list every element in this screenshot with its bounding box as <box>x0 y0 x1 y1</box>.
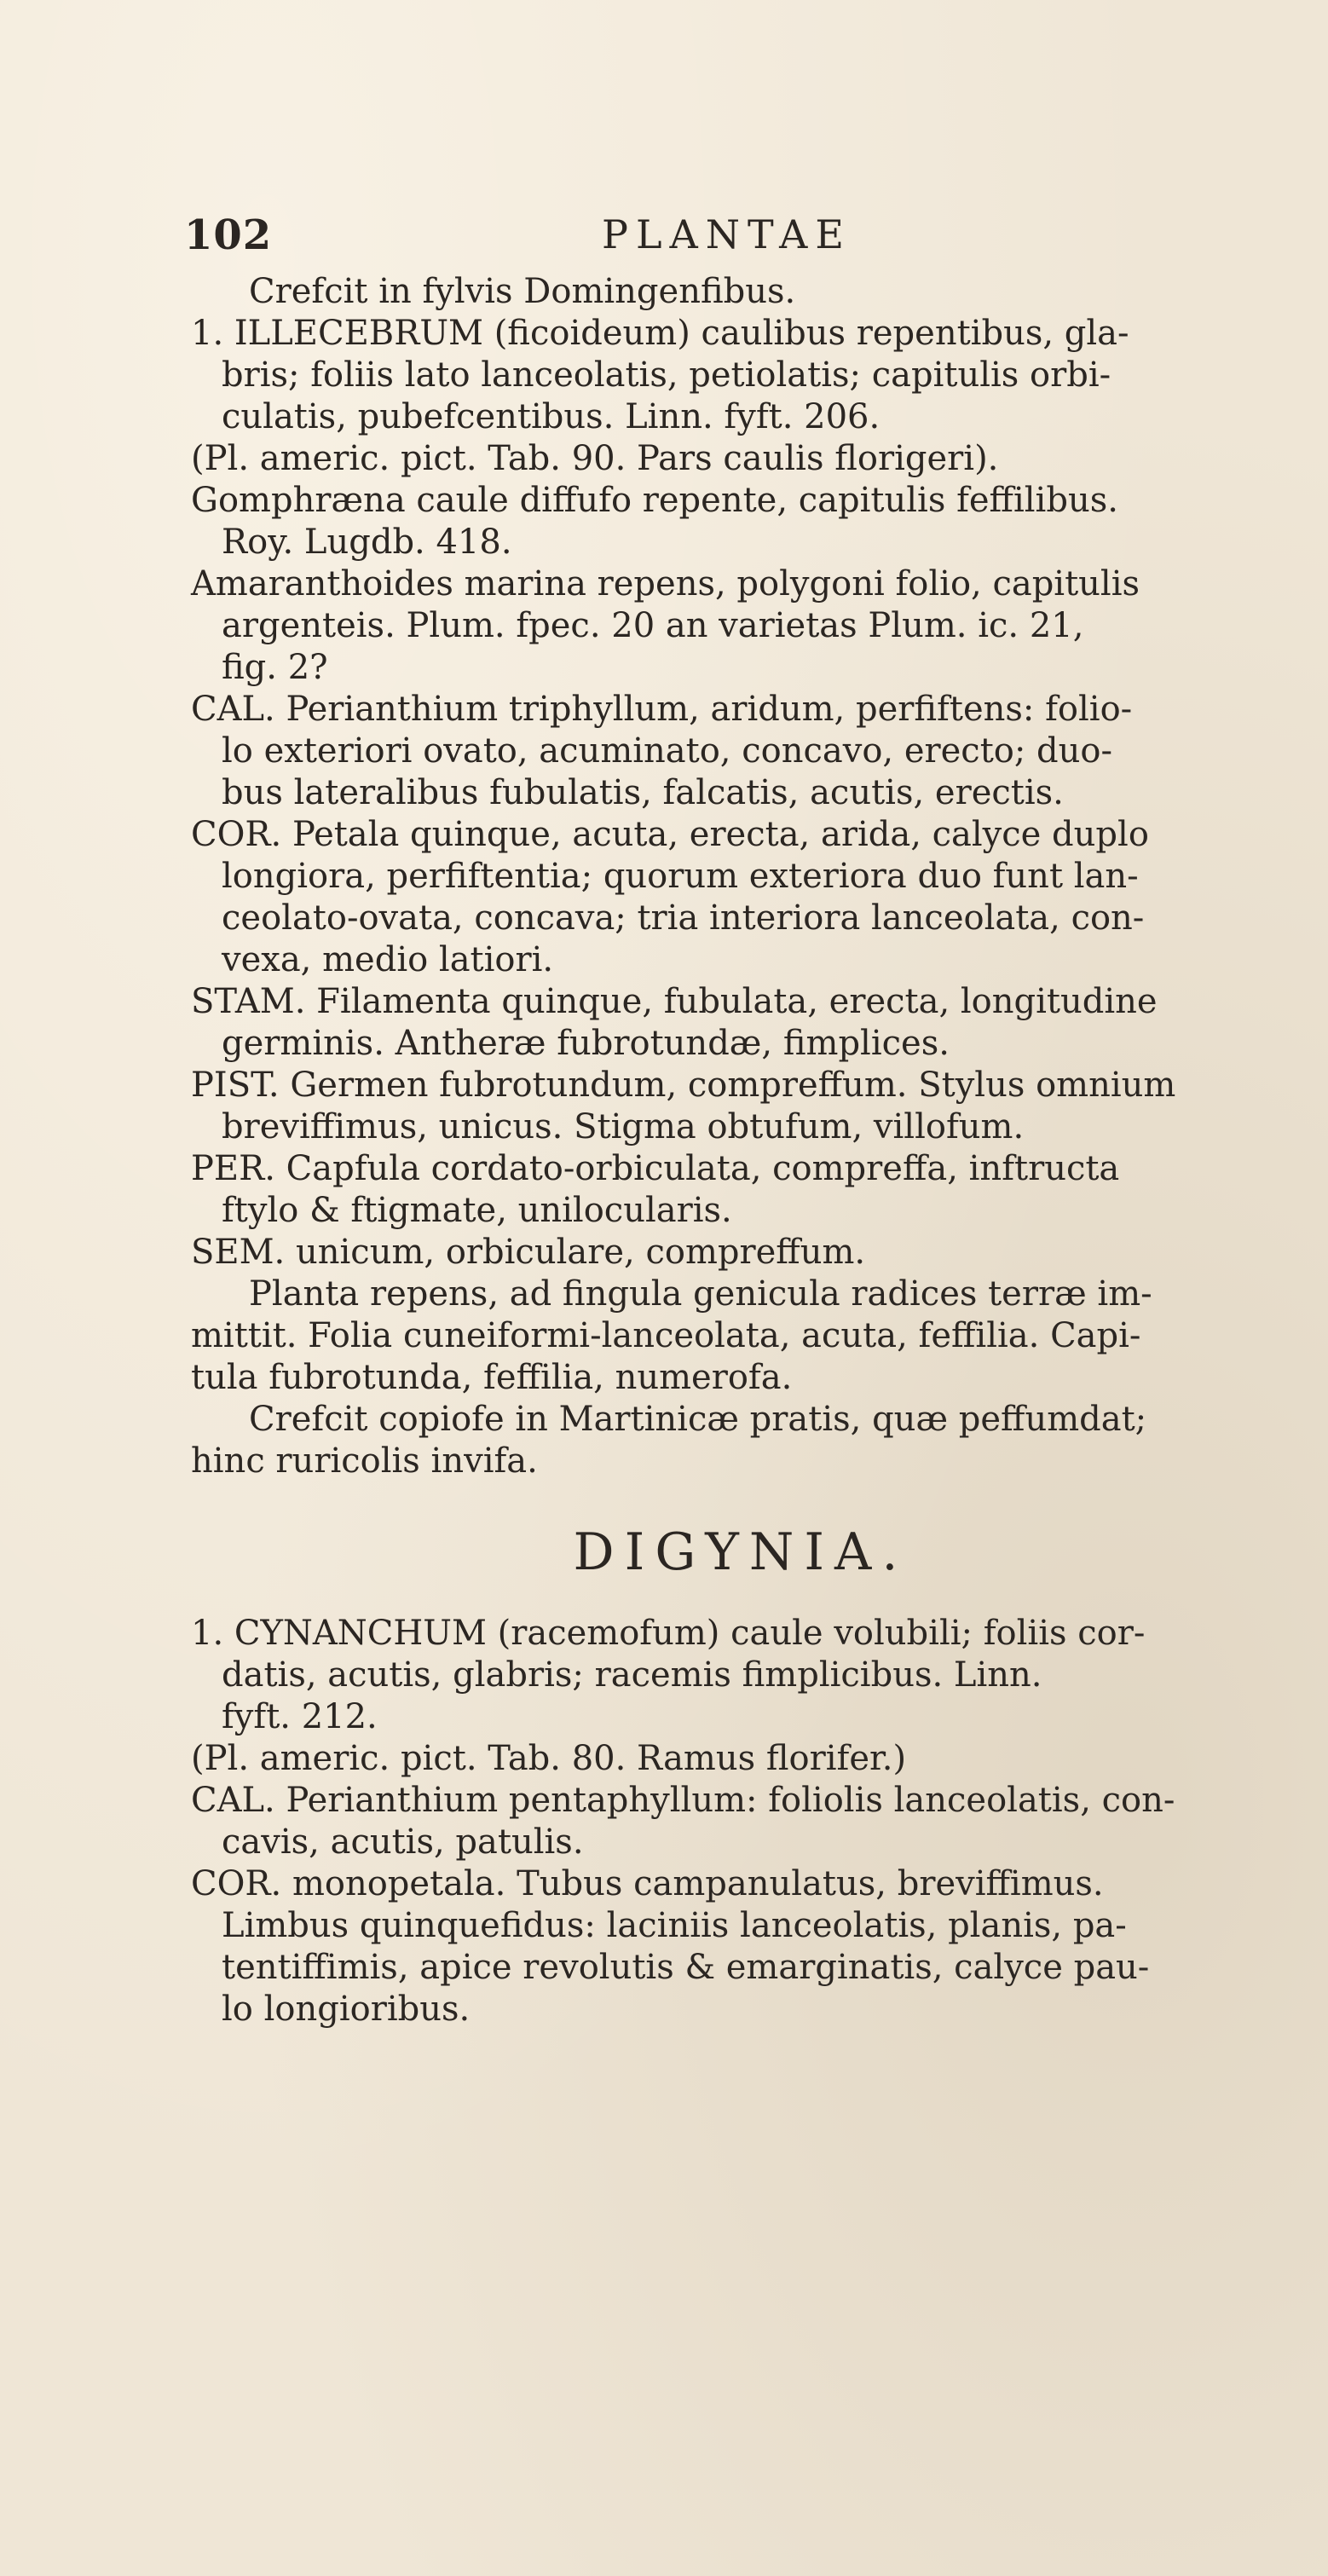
text-line: SEM. unicum, orbiculare, compreffum. <box>191 1233 866 1272</box>
text-line: fyft. 212. <box>222 1697 378 1736</box>
text-line: lo longioribus. <box>222 1990 471 2029</box>
text-line: ceolato-ovata, concava; tria interiora lanceolata, con- <box>222 898 1145 938</box>
text-line: fig. 2? <box>222 648 328 687</box>
text-line: Planta repens, ad fingula genicula radices terræ im- <box>249 1274 1152 1314</box>
text-block-digynia <box>191 1613 1290 2030</box>
text-line: bus lateralibus fubulatis, falcatis, acutis, erectis. <box>222 773 1064 812</box>
text-line: PER. Capfula cordato-orbiculata, compreffa, inftructa <box>191 1149 1120 1188</box>
text-line: Crefcit in fylvis Domingenfibus. <box>249 272 796 311</box>
text-line: tentiffimis, apice revolutis & emarginatis, calyce pau- <box>222 1948 1150 1987</box>
text-block-monogynia <box>191 271 1290 1482</box>
text-line: (Pl. americ. pict. Tab. 80. Ramus florifer.) <box>191 1739 907 1778</box>
text-line: CAL. Perianthium triphyllum, aridum, perfiftens: folio- <box>191 690 1133 729</box>
text-line: culatis, pubefcentibus. Linn. fyft. 206. <box>222 397 881 436</box>
text-line: Crefcit copiofe in Martinicæ pratis, quæ peffumdat; <box>249 1400 1147 1439</box>
text-line: PIST. Germen fubrotundum, compreffum. Stylus omnium <box>191 1066 1176 1105</box>
text-line: germinis. Antheræ fubrotundæ, fimplices. <box>222 1024 950 1063</box>
text-line: ftylo & ftigmate, unilocularis. <box>222 1191 732 1230</box>
text-line: tula fubrotunda, feffilia, numerofa. <box>191 1358 793 1397</box>
text-line: Limbus quinquefidus: laciniis lanceolatis, planis, pa- <box>222 1906 1127 1945</box>
running-head: PLANTAE <box>602 211 852 257</box>
text-line: 1. CYNANCHUM (racemofum) caule volubili; foliis cor- <box>191 1614 1146 1653</box>
text-line: datis, acutis, glabris; racemis fimplicibus. Linn. <box>222 1655 1042 1695</box>
text-line: hinc ruricolis invifa. <box>191 1441 538 1481</box>
text-line: longiora, perfiftentia; quorum exteriora duo funt lan- <box>222 857 1139 896</box>
text-line: COR. Petala quinque, acuta, erecta, arida, calyce duplo <box>191 815 1149 854</box>
text-line: Gomphræna caule diffufo repente, capitulis feffilibus. <box>191 481 1118 520</box>
section-heading: DIGYNIA. <box>573 1522 909 1582</box>
text-line: mittit. Folia cuneiformi-lanceolata, acuta, feffilia. Capi- <box>191 1316 1141 1355</box>
text-line: CAL. Perianthium pentaphyllum: foliolis lanceolatis, con- <box>191 1781 1175 1820</box>
text-line: 1. ILLECEBRUM (ficoideum) caulibus repentibus, gla- <box>191 314 1129 353</box>
text-line: cavis, acutis, patulis. <box>222 1822 584 1862</box>
text-line: vexa, medio latiori. <box>222 940 554 979</box>
text-line: lo exteriori ovato, acuminato, concavo, erecto; duo- <box>222 731 1113 771</box>
page-body <box>191 271 1290 2030</box>
text-line: STAM. Filamenta quinque, fubulata, erecta, longitudine <box>191 982 1158 1021</box>
text-line: argenteis. Plum. fpec. 20 an varietas Plum. ic. 21, <box>222 606 1084 645</box>
text-line: (Pl. americ. pict. Tab. 90. Pars caulis florigeri). <box>191 439 999 478</box>
text-line: bris; foliis lato lanceolatis, petiolatis; capitulis orbi- <box>222 355 1111 395</box>
text-line: Roy. Lugdb. 418. <box>222 523 512 562</box>
text-line: breviffimus, unicus. Stigma obtufum, villofum. <box>222 1107 1025 1146</box>
page-header <box>184 211 1139 280</box>
text-line: COR. monopetala. Tubus campanulatus, breviffimus. <box>191 1864 1104 1903</box>
page-number: 102 <box>184 211 273 259</box>
text-line: Amaranthoides marina repens, polygoni folio, capitulis <box>191 564 1140 604</box>
